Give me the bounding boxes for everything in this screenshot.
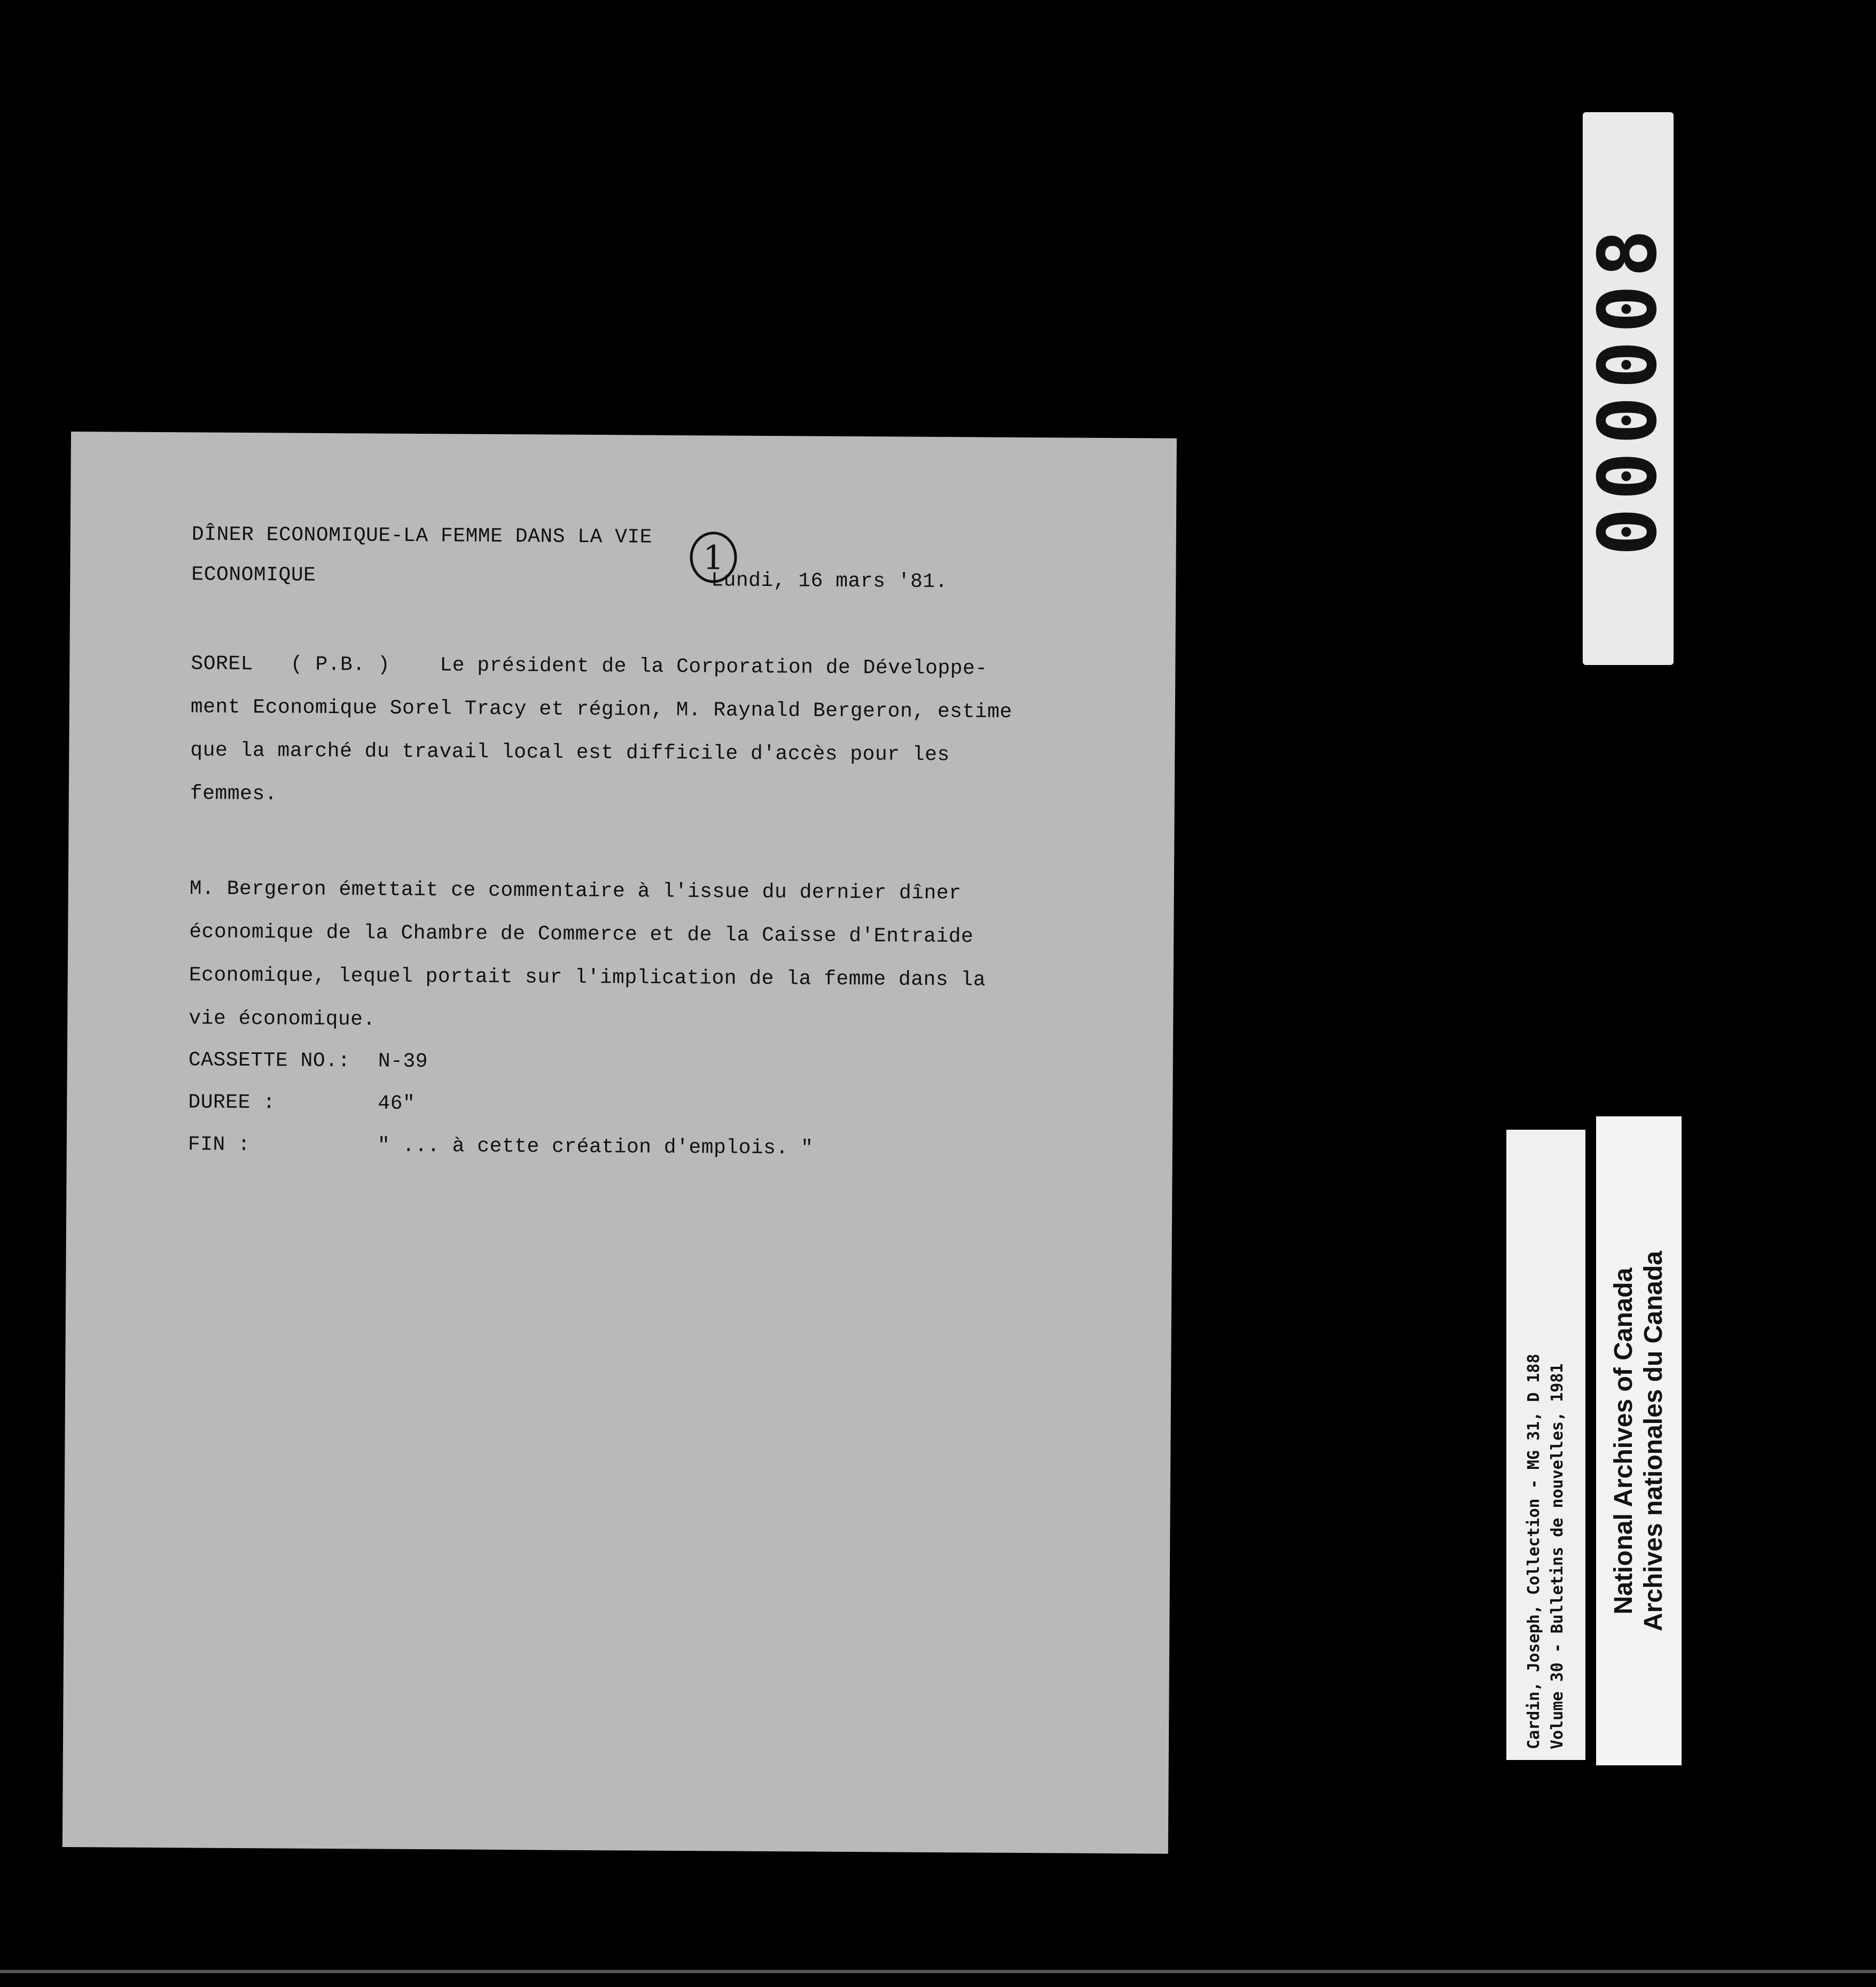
cassette-label: CASSETTE NO.: — [188, 1049, 350, 1073]
paragraph1-line2: ment Economique Sorel Tracy et région, M. Raynald Bergeron, estime — [190, 695, 1013, 724]
document-title-line1: DÎNER ECONOMIQUE-LA FEMME DANS LA VIE — [191, 523, 653, 549]
film-edge-line — [0, 1970, 1876, 1973]
paragraph2-line1: M. Bergeron émettait ce commentaire à l'issue du dernier dîner — [189, 877, 962, 905]
collection-label-line1: Cardin, Joseph, Collection - MG 31, D 188 — [1525, 1354, 1543, 1749]
archives-label-line1: National Archives of Canada — [1609, 1267, 1638, 1615]
fin-value: " ... à cette création d'emplois. " — [377, 1134, 814, 1160]
paragraph1-line1: SOREL ( P.B. ) Le président de la Corporation de Développe- — [191, 652, 988, 680]
archives-label — [1596, 1116, 1682, 1765]
paragraph2-line2: économique de la Chambre de Commerce et de la Caisse d'Entraide — [189, 920, 974, 949]
frame-number: 000008 — [1582, 221, 1675, 556]
paragraph1-line4: femmes. — [190, 782, 278, 806]
duree-label: DUREE : — [188, 1091, 276, 1115]
collection-label-line2: Volume 30 - Bulletins de nouvelles, 1981 — [1548, 1363, 1567, 1749]
document-page — [62, 432, 1177, 1854]
cassette-value: N-39 — [378, 1050, 428, 1074]
paragraph2-line4: vie économique. — [189, 1007, 376, 1031]
paragraph1-line3: que la marché du travail local est difficile d'accès pour les — [190, 739, 950, 767]
archives-label-line2: Archives nationales du Canada — [1639, 1250, 1668, 1631]
fin-label: FIN : — [187, 1133, 251, 1157]
collection-label — [1506, 1130, 1585, 1760]
paragraph2-line3: Economique, lequel portait sur l'implication de la femme dans la — [189, 964, 986, 992]
frame-number-strip — [1583, 112, 1674, 665]
document-title-line2: ECONOMIQUE — [191, 563, 316, 587]
document-date: Lundi, 16 mars '81. — [711, 569, 948, 594]
page-number-circle: 1 — [690, 531, 737, 583]
duree-value: 46" — [378, 1092, 416, 1115]
